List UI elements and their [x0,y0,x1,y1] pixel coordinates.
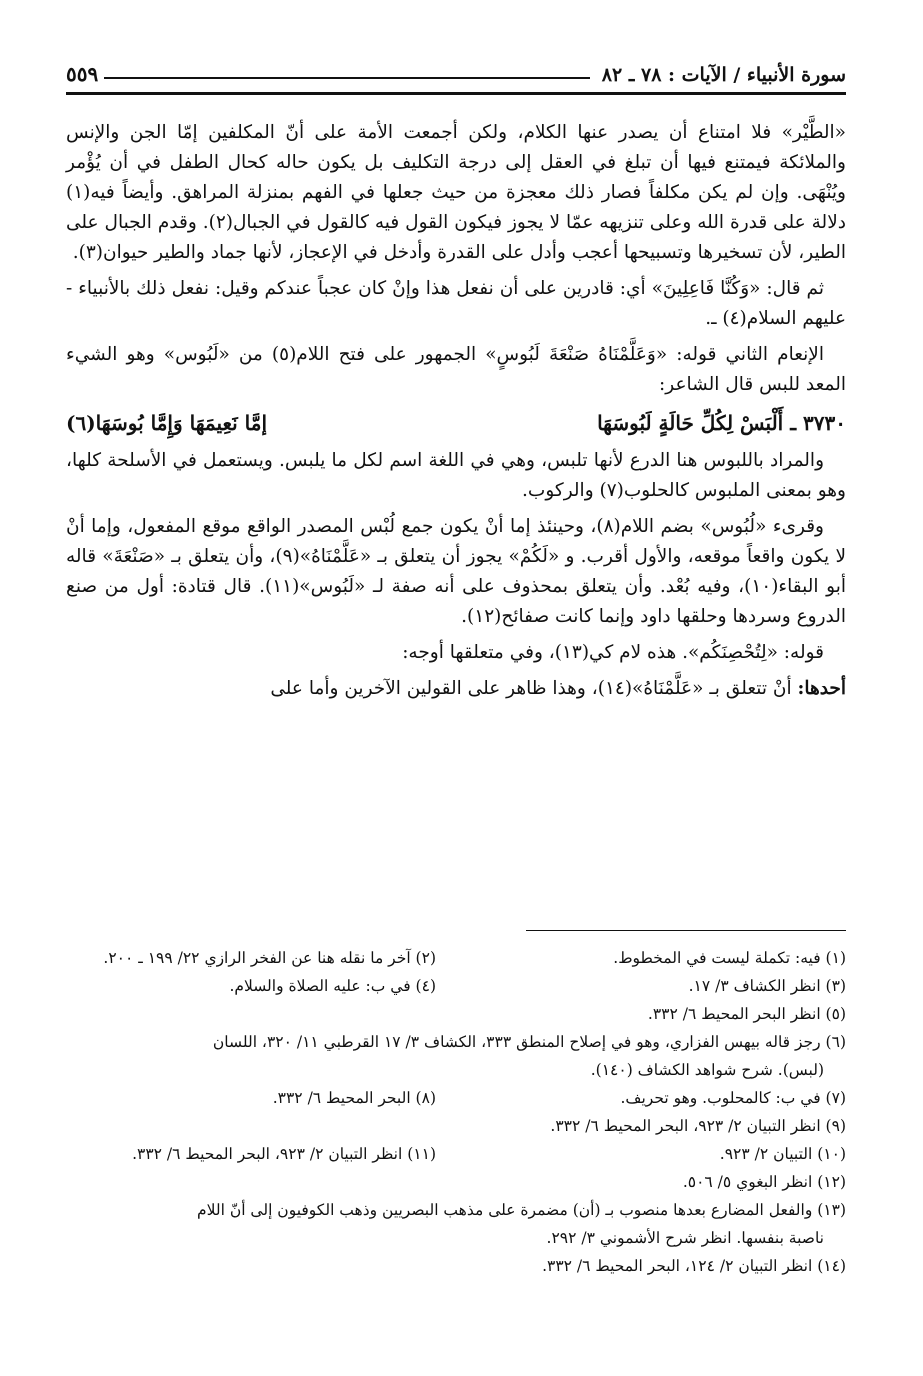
running-header [66,52,846,86]
main-text [66,118,846,710]
footnote: (٨) البحر المحيط ٦/ ٣٣٢. [272,1089,436,1107]
footnote: (٧) في ب: كالمحلوب. وهو تحريف. [620,1089,846,1107]
verse-second-hemistich: إمَّا نَعِيمَهَا وَإِمَّا بُوسَهَا(٦) [66,411,268,435]
paragraph: قوله: «لِتُحْصِنَكُم». هذه لام كي(١٣)، وفي متعلقها أوجه: [402,642,824,663]
paragraph: والمراد باللبوس هنا الدرع لأنها تلبس، وهي في اللغة اسم لكل ما يلبس. ويستعمل في الأسلحة كلها، وهو بمعنى الملبوس كالحلوب(٧) والركوب. [66,450,846,501]
paragraph: ثم قال: «وَكُنَّا فَاعِلِينَ» أي: قادرين على أن نفعل هذا وإنْ كان عجباً عندكم وقيل: نفعل ذلك بالأنبياء - عليهم السلام(٤) ـ. [66,278,846,329]
footnote-continuation: ناصبة بنفسها. انظر شرح الأشموني ٣/ ٢٩٢. [546,1229,824,1247]
footnote: (٢) آخر ما نقله هنا عن الفخر الرازي ٢٢/ ١٩٩ ـ ٢٠٠. [103,949,436,967]
footnote: (١٤) انظر التبيان ٢/ ١٢٤، البحر المحيط ٦/ ٣٣٢. [542,1257,846,1275]
paragraph: الإنعام الثاني قوله: «وَعَلَّمْنَاهُ صَنْعَةَ لَبُوسٍ» الجمهور على فتح اللام(٥) من «لَبُوس» وهو الشيء المعد للبس قال الشاعر: [66,344,846,395]
page-number: ٥٥٩ [66,62,99,86]
paragraph-lead: أحدها: [797,678,846,699]
paragraph [66,674,846,704]
surah-title: سورة الأنبياء / الآيات : ٧٨ ـ ٨٢ [601,64,846,86]
footnote-row [66,972,846,1000]
footnote-row [66,944,846,972]
header-rule [66,92,846,95]
footnote-separator [526,930,846,931]
header-fill-line [104,77,590,79]
footnote: (٥) انظر البحر المحيط ٦/ ٣٣٢. [647,1005,846,1023]
footnote: (١٢) انظر البغوي ٥/ ٥٠٦. [682,1173,846,1191]
footnote: (١٠) التبيان ٢/ ٩٢٣. [719,1145,846,1163]
footnote-row [66,1084,846,1112]
footnote: (٣) انظر الكشاف ٣/ ١٧. [688,977,846,995]
footnote: (١٣) والفعل المضارع بعدها منصوب بـ (أن) مضمرة على مذهب البصريين وذهب الكوفيون إلى أنّ اللام [197,1201,846,1219]
footnote-row [66,1140,846,1168]
verse-first-text: أَلْبَسْ لِكُلِّ حَالَةٍ لَبُوسَهَا [597,411,784,435]
paragraph-rest: أنْ تتعلق بـ «عَلَّمْنَاهُ»(١٤)، وهذا ظاهر على القولين الآخرين وأما على [270,678,798,699]
footnote: (١) فيه: تكملة ليست في المخطوط. [613,949,846,967]
footnote: (٦) رجز قاله بيهس الفزاري، وهو في إصلاح المنطق ٣٣٣، الكشاف ٣/ ١٧ القرطبي ١١/ ٣٢٠، اللسان [212,1033,846,1051]
verse-first-hemistich [597,406,846,440]
footnotes [66,944,846,1280]
verse-number: ٣٧٣٠ ـ [790,411,846,435]
paragraph: «الطَّيْر» فلا امتناع أن يصدر عنها الكلام، ولكن أجمعت الأمة على أنّ المكلفين إمّا الجن والإنس والملائكة فيمتنع فيها أن تبلغ في العقل إلى درجة التكليف بل يكون حاله كحال الطفل في أن يُؤْمر ويُنْهَى. وإن لم يكن مكلفاً فصار ذلك معجزة من حيث جعلها في الفهم بمنزلة المراهق. وأيضاً فيه(١) دلالة على قدرة الله وعلى تنزيهه عمّا لا يجوز فيكون القول فيه كالقول في الجبال(٢). وقدم الجبال على الطير، لأن تسخيرها وتسبيحها أعجب وأدل على القدرة وأدخل في الإعجاز، لأنها جماد والطير حيوان(٣). [66,122,846,263]
paragraph: وقرىء «لُبُوس» بضم اللام(٨)، وحينئذ إما أنْ يكون جمع لُبْس المصدر الواقع موقع المفعول، وإما أنْ لا يكون واقعاً موقعه، والأول أقرب. و «لَكُمْ» يجوز أن يتعلق بـ «عَلَّمْنَاهُ»(٩)، وأن يتعلق بـ «صَنْعَةَ» قاله أبو البقاء(١٠)، وفيه بُعْد. وأن يتعلق بمحذوف على أنه صفة لـ «لَبُوس»(١١). قال قتادة: أول من صنع الدروع وسردها وحلقها داود وإنما كانت صفائح(١٢). [66,516,846,627]
footnote: (٩) انظر التبيان ٢/ ٩٢٣، البحر المحيط ٦/ ٣٣٢. [550,1117,846,1135]
footnote: (٤) في ب: عليه الصلاة والسلام. [229,977,436,995]
poetry-verse [66,406,846,440]
footnote: (١١) انظر التبيان ٢/ ٩٢٣، البحر المحيط ٦/ ٣٣٢. [132,1145,436,1163]
footnote-continuation: (لبس). شرح شواهد الكشاف (١٤٠). [590,1061,824,1079]
